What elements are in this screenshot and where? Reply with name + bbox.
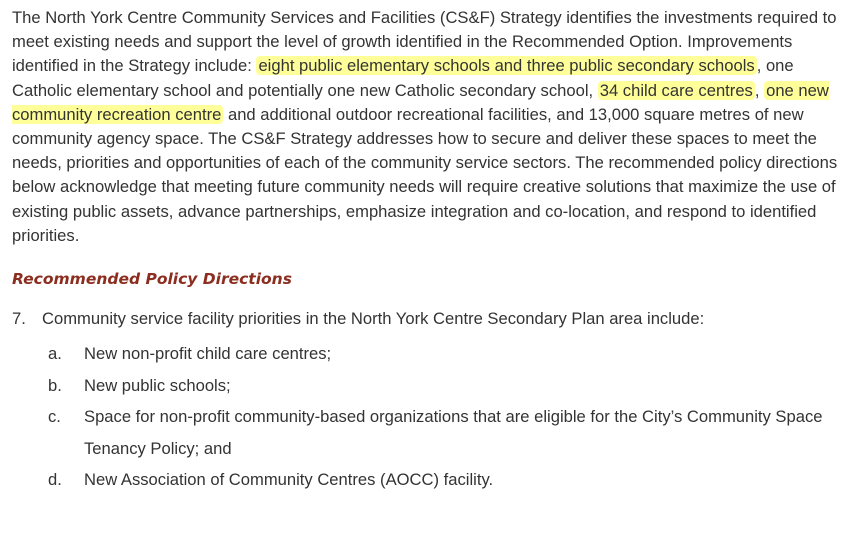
policy-text: Community service facility priorities in the North York Centre Secondary Plan area include:: [42, 309, 705, 329]
list-item: [48, 464, 843, 496]
list-item-letter: b.: [48, 375, 62, 395]
intro-paragraph: [12, 6, 842, 248]
list-item-text: New public schools;: [84, 375, 231, 395]
list-item-letter: d.: [48, 470, 62, 490]
highlight-recreation-centre: one new community recreation centre: [12, 80, 829, 124]
highlight-child-care: 34 child care centres: [599, 80, 753, 100]
list-item-text: New non-profit child care centres;: [84, 344, 332, 364]
policy-number: 7.: [12, 309, 26, 329]
intro-text-1: The North York Centre Community Services and Facilities (CS&F) Strategy identifies the investments required to meet existing needs and support the level of growth identified in the Recommended Option. Improvements identified in the Strategy include:: [12, 8, 837, 76]
intro-text-4: and additional outdoor recreational facilities, and 13,000 square metres of new community agency space. The CS&F Strategy addresses how to secure and deliver these spaces to meet the needs, priorities and opportunities of each of the community service sectors. The recommended policy directions below acknowledge that meeting future community needs will require creative solutions that maximize the use of existing public assets, advance partnerships, emphasize integration and co-location, and respond to identified priorities.: [12, 104, 838, 245]
list-item-letter: c.: [48, 407, 61, 427]
list-item-letter: a.: [48, 344, 62, 364]
intro-text-3: ,: [754, 80, 765, 100]
intro-text-2: , one Catholic elementary school and potentially one new Catholic secondary school,: [12, 56, 794, 100]
list-item: [48, 370, 843, 402]
priority-sub-list: [12, 338, 843, 496]
list-item: [48, 401, 843, 464]
highlight-schools: eight public elementary schools and three public secondary schools: [258, 56, 755, 76]
list-item-text: New Association of Community Centres (AOCC) facility.: [84, 470, 494, 490]
policy-item: [12, 308, 843, 330]
policy-list: [12, 308, 843, 330]
section-heading: Recommended Policy Directions: [12, 270, 292, 289]
list-item-text: Space for non-profit community-based organizations that are eligible for the City’s Community Space Tenancy Policy; and: [84, 407, 823, 458]
list-item: [48, 338, 843, 370]
